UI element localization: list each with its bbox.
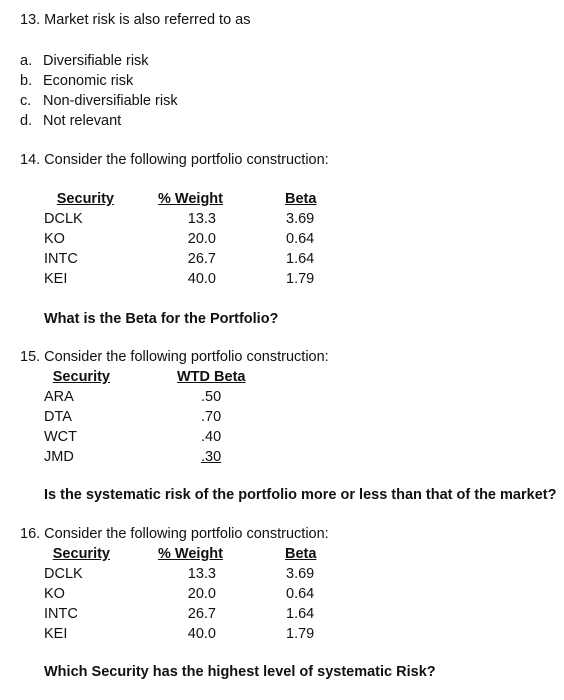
- header-beta: Beta: [285, 546, 317, 562]
- cell-beta: 1.64: [286, 606, 315, 622]
- question-16-text: 16. Consider the following portfolio construction:: [20, 526, 329, 542]
- cell-beta: 1.79: [286, 271, 315, 287]
- cell-weight: 20.0: [187, 231, 216, 247]
- option-letter: a.: [20, 53, 33, 69]
- cell-security: KO: [44, 586, 65, 602]
- cell-wtd-beta: .40: [201, 429, 222, 445]
- cell-weight: 26.7: [187, 606, 216, 622]
- question-13-text: 13. Market risk is also referred to as: [20, 12, 251, 28]
- cell-beta: 0.64: [286, 586, 315, 602]
- cell-wtd-beta: .50: [201, 389, 222, 405]
- cell-security: ARA: [44, 389, 74, 405]
- option-letter: b.: [20, 73, 33, 89]
- header-security: Security: [56, 191, 114, 207]
- header-beta: Beta: [285, 191, 317, 207]
- cell-beta: 0.64: [286, 231, 315, 247]
- option-text: Non-diversifiable risk: [43, 93, 178, 109]
- cell-beta: 3.69: [286, 566, 315, 582]
- cell-weight: 26.7: [187, 251, 216, 267]
- cell-weight: 20.0: [187, 586, 216, 602]
- cell-security: JMD: [44, 449, 74, 465]
- cell-security: INTC: [44, 606, 78, 622]
- cell-security: DTA: [44, 409, 72, 425]
- cell-weight: 13.3: [187, 211, 216, 227]
- question-15-prompt: Is the systematic risk of the portfolio more or less than that of the market?: [44, 487, 557, 503]
- cell-security: KO: [44, 231, 65, 247]
- cell-security: WCT: [44, 429, 78, 445]
- question-14-prompt: What is the Beta for the Portfolio?: [44, 311, 279, 327]
- cell-wtd-beta: .70: [201, 409, 222, 425]
- cell-security: KEI: [44, 626, 68, 642]
- header-security: Security: [52, 546, 110, 562]
- question-16-prompt: Which Security has the highest level of systematic Risk?: [44, 664, 436, 680]
- question-14-text: 14. Consider the following portfolio construction:: [20, 152, 329, 168]
- question-15-text: 15. Consider the following portfolio construction:: [20, 349, 329, 365]
- cell-weight: 13.3: [187, 566, 216, 582]
- option-text: Not relevant: [43, 113, 122, 129]
- cell-security: KEI: [44, 271, 68, 287]
- cell-wtd-beta: .30: [201, 449, 222, 465]
- header-wtd-beta: WTD Beta: [177, 369, 246, 385]
- cell-weight: 40.0: [187, 271, 216, 287]
- option-letter: c.: [20, 93, 32, 109]
- header-weight: % Weight: [158, 191, 223, 207]
- header-weight: % Weight: [158, 546, 223, 562]
- cell-beta: 1.79: [286, 626, 315, 642]
- cell-beta: 1.64: [286, 251, 315, 267]
- option-letter: d.: [20, 113, 33, 129]
- cell-beta: 3.69: [286, 211, 315, 227]
- option-text: Diversifiable risk: [43, 53, 149, 69]
- header-security: Security: [52, 369, 110, 385]
- option-text: Economic risk: [43, 73, 134, 89]
- cell-security: INTC: [44, 251, 78, 267]
- cell-security: DCLK: [44, 566, 83, 582]
- cell-weight: 40.0: [187, 626, 216, 642]
- cell-security: DCLK: [44, 211, 83, 227]
